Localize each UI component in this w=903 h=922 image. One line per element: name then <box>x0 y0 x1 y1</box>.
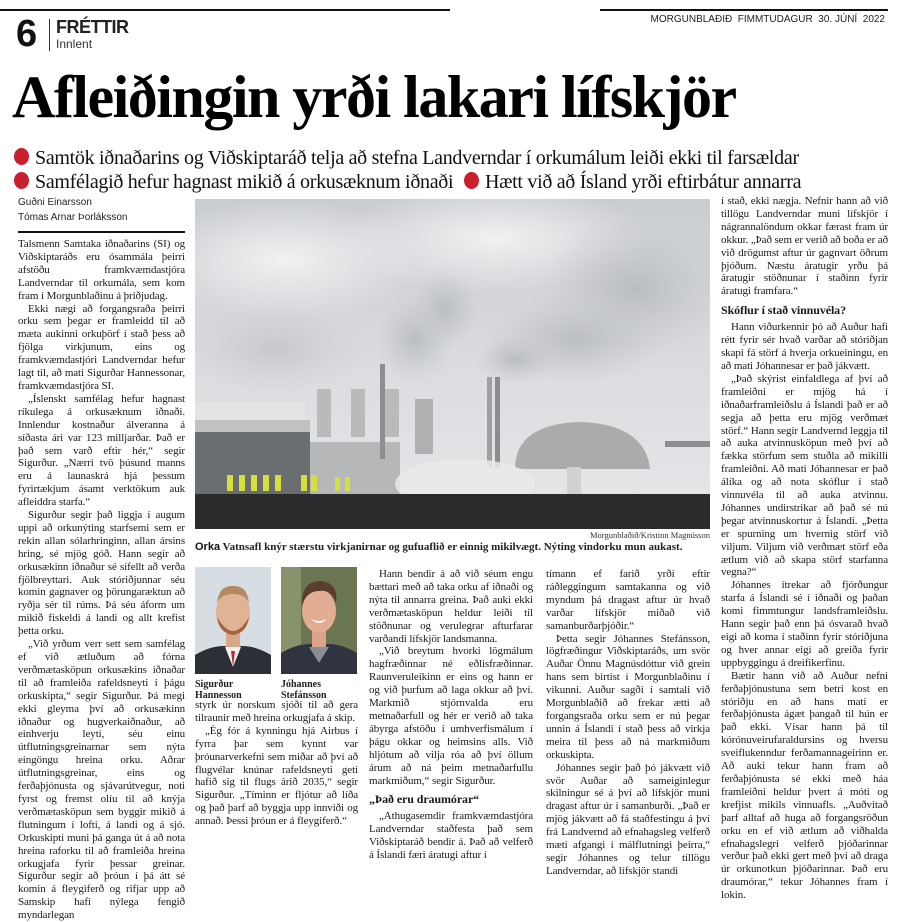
paragraph: „Það skýrist einfaldlega af því að framleiðni er mjög há í iðnaðarframleiðslu á Íslandi það er að segja að þetta eru mjög verðmæt störf.“ Hann segir Landvernd leggja til að auka atvinnusköpun með því að fækka störfum sem stuðla að mikilli framleiðni. Að mati Jóhannesar er það álíka og að nota skóflur í stað vinnuvéla til að auka atvinnu. Jóhannes undirstrikar að það sé nú þegar atvinnuskortur á Íslandi. „Þetta er spurning um hvernig störf við viljum. Viljum við verðmæt störf eða ætlum við að skapa störf starfanna vegna?“ <box>721 372 888 579</box>
paragraph: Jóhannes ítrekar að fjórðungur starfa á Íslandi sé í iðnaði og þaðan komi fimmtungur landsframleiðslu. Hann segir það enn þá ósvarað hvað eigi að koma í staðinn fyrir stóriðjuna og hver annar eigi að greiða fyrir uppbyggingu á dreifikerfinu. <box>721 579 888 669</box>
paragraph: tímann ef farið yrði eftir ráðleggingum samtakanna og við myndum þá dragast aftur úr hvað varðar lífskjör miðað við samanburðarþjóðir.“ <box>546 568 710 632</box>
paragraph: Þetta segir Jóhannes Stefánsson, lögfræðingur Viðskiptaráðs, um svör Auðar Önnu Magnúsdóttur við grein hans sem birtist í Morgunblaðinu í vikunni. Auður sagði í samtali við Morgunblaðið að frekar ætti að forgangsraða orku sem er nú þegar unnin á Íslandi í stað þess að virkja meira til þess að ná markmiðum orkuskipta. <box>546 632 710 761</box>
byline-author-2: Tómas Arnar Þorláksson <box>18 212 128 223</box>
paragraph: í stað, ekki nægja. Nefnir hann að við tillögu Landverndar muni lífskjör í nágrannalöndum okkar færast fram úr okkur. „Það sem er verið að boða er að við drögumst aftur úr gagnvart öðrum þjóðum. Næstu áratugir yrðu þá áratugir stöðnunar í staðinn fyrir áratugi framfara.“ <box>721 195 888 298</box>
paragraph: Bætir hann við að Auður nefni ferðaþjónustuna sem betri kost en stóriðju en að hans mati er ferðaþjónusta ágæt þangað til hún er það ekki. Vísar hann þá til kórónuveirufaraldursins og hversu sveiflukenndur ferðamannageirinn er. Að auki tekur hann fram að ferðaþjónusta sé ekki með háa framleiðni heldur þvert á móti og krefjist mikils vinnuafls. „Auðvitað þarf alltaf að huga að forgangsröðun orku en ef við ætlum að viðhalda efnahagslegri velferð þjóðarinnar verður það ekki gert með því að draga úr orkunotkun þjóðarinnar. Það eru draumórar,“ tekur Jóhannes fram í lokin. <box>721 669 888 902</box>
subhead-line-1 <box>14 146 799 170</box>
subhead-3: Hætt við að Ísland yrði eftirbátur annarra <box>484 171 802 193</box>
photo-credit: Morgunblaðið/Kristinn Magnússon <box>589 530 710 540</box>
header-rule-left <box>0 9 450 11</box>
portrait-johannes <box>281 567 357 674</box>
paragraph: Hann viðurkennir þó að Auður hafi rétt fyrir sér hvað varðar að stóriðjan skapi fá störf á hverja orkueiningu, en að mati Jóhannesar er það jákvætt. <box>721 321 888 372</box>
paragraph: Talsmenn Samtaka iðnaðarins (SI) og Viðskiptaráðs eru ósammála þeirri afstöðu framkvæmdastjóra Landverndar til orkumála, sem kom fram í Morgunblaðinu á þriðjudag. <box>18 238 185 302</box>
photo-image <box>195 199 710 529</box>
portrait-sigurdur <box>195 567 271 674</box>
last-name: Hannesson <box>195 690 242 701</box>
section-heading: „Það eru draumórar“ <box>369 792 480 807</box>
first-name: Jóhannes <box>281 679 322 690</box>
subhead-1: Samtök iðnaðarins og Viðskiptaráð telja að stefna Landverndar í orkumálum leiði ekki til farsældar <box>35 147 799 169</box>
headline: Afleiðingin yrði lakari lífskjör <box>12 64 736 130</box>
paragraph: styrk úr norskum sjóði til að gera tilraunir með hreina orkugjafa á skip. <box>195 699 358 724</box>
subhead-line-2 <box>14 170 801 194</box>
bullet-icon <box>14 172 29 189</box>
article-column-1 <box>18 238 185 922</box>
section-title: FRÉTTIR <box>56 17 129 37</box>
article-column-3 <box>369 568 533 862</box>
paragraph: „Við breytum hvorki lögmálum hagfræðinnar né eðlisfræðinnar. Raunveruleikinn er eins og hann er og við þurfum að laga okkur að því. Markmið stjórnvalda eru metnaðarfull og hér er verið að taka ábyrga afstöðu í umhverfismálum í þágu okkar og heimsins alls. Við hljótum að vilja róa að því öllum árum að ná þeim metnaðarfullu markmiðum,“ segir Sigurður. <box>369 645 533 787</box>
page-number: 6 <box>16 13 38 55</box>
paragraph: Ekki nægi að forgangsraða þeirri orku sem þegar er framleidd til að mæta aukinni orkuþörf í stað þess að fjölga virkjunum, eins og framkvæmdastjóri Landverndar hefur lagt til, að mati Sigurðar Hannessonar, framkvæmdastjóra SI. <box>18 302 185 392</box>
section-divider <box>49 19 50 51</box>
photo-caption <box>195 541 715 553</box>
byline-author-1: Guðni Einarsson <box>18 197 92 208</box>
geothermal-plant-photo <box>195 199 710 529</box>
section-subtitle: Innlent <box>56 37 93 51</box>
article-column-2 <box>195 699 358 828</box>
masthead-date: MORGUNBLAÐIÐ FIMMTUDAGUR 30. JÚNÍ 2022 <box>650 14 885 25</box>
paragraph: „Við yrðum verr sett sem samfélag ef við ætluðum að fórna verðmætasköpun orkusækins iðnaðar til að framleiða rafeldsneyti í þágu orkuskipta,“ segir Sigurður. Þá megi ekki gleyma því að orkusækinn iðnaður og hugverkaiðnaður, að einhverju leyti, séu einu útflutningsgreinarnar sem nýta eingöngu hreina orku. Aðrar útflutningsgreinar, eins og ferðaþjónusta og sjávarútvegur, noti fyrst og fremst olíu til að knýja verðmætasköpun sem byggir mikið á flutningum í lofti, á landi og á sjó. Orkuskipti muni þá ganga út á að nota hreina raforku til að framleiða hreina orkugjafa fyrir þessar greinar. Sigurður segir að þróun í þá átt sé komin á fleygiferð og rifjar upp að Samskip hafi nýlega fengið myndarlegan <box>18 638 185 922</box>
portrait-image <box>281 567 357 674</box>
caption-text: Vatnsafl knýr stærstu virkjanirnar og gufuaflið er einnig mikilvægt. Nýting vindorku mun aukast. <box>220 541 683 553</box>
first-name: Sigurður <box>195 679 234 690</box>
byline-rule <box>18 231 185 233</box>
bullet-icon <box>464 172 479 189</box>
paragraph: „Athugasemdir framkvæmdastjóra Landverndar staðfesta það sem Viðskiptaráð bendir á. Það að velferð á Íslandi færi áratugi aftur í <box>369 810 533 862</box>
portrait-name-2 <box>281 679 327 701</box>
section-heading: Skóflur í stað vinnuvéla? <box>721 303 846 318</box>
paragraph: Sigurður segir það liggja í augum uppi að orkunýting starfsemi sem er rekin allan sólarhringinn, allan ársins hring, sé mjög góð. Hann segir að orkusækinn iðnaður sé sífellt að verða fjölbreyttari. Auk stóriðjunnar séu komin gagnaver og þörungaræktun að ryðja sér til rúms. Þá séu áform um mikið fiskeldi á landi og allt krefist þetta orku. <box>18 509 185 638</box>
paragraph: Jóhannes segir það þó jákvætt við svör Auðar að sameiginlegur skilningur sé á því að lífskjör muni dragast aftur úr í samanburði. „Það er mjög jákvætt að fá staðfestingu á því frá Landvernd að efnahagsleg velferð mæti afgangi í málflutningi þeirra,“ segir Jóhannes og telur tillögu Landverndar, að lífskjör standi <box>546 761 710 877</box>
article-column-5 <box>721 195 888 902</box>
portrait-name-1 <box>195 679 242 701</box>
header-rule-right <box>600 9 888 11</box>
last-name: Stefánsson <box>281 690 327 701</box>
paragraph: „Íslenskt samfélag hefur hagnast ríkulega á orkusæknum iðnaði. Innlendur kostnaður álveranna á síðasta ári var 123 milljarðar. Það er það sem varð eftir hér,“ segir Sigurður. „Nærri tvö þúsund manns eru á launaskrá hjá þessum fyrirtækjum ásamt verktökum auk afleiddra starfa.“ <box>18 392 185 509</box>
caption-keyword: Orka <box>195 541 221 553</box>
bullet-icon <box>14 148 29 165</box>
article-column-4 <box>546 568 710 878</box>
subhead-2: Samfélagið hefur hagnast mikið á orkusæknum iðnaði <box>35 171 454 193</box>
paragraph: Hann bendir á að við séum engu bættari með að taka orku af iðnaði og nýta til annarra greina. Það auki ekki verðmætasköpun heldur leiði til stöðnunar og verulegrar afturfarar varðandi lífskjör landsmanna. <box>369 568 533 645</box>
portrait-image <box>195 567 271 674</box>
paragraph: „Ég fór á kynningu hjá Airbus í fyrra þar sem kynnt var þróunarverkefni sem miðar að því að flugvélar knúnar rafeldsneyti geti hafið sig til flugs árið 2035,“ segir Sigurður. „Tíminn er fljótur að líða og það þarf að byggja upp innviði og annað. Þessi þróun er á fleygiferð.“ <box>195 724 358 828</box>
